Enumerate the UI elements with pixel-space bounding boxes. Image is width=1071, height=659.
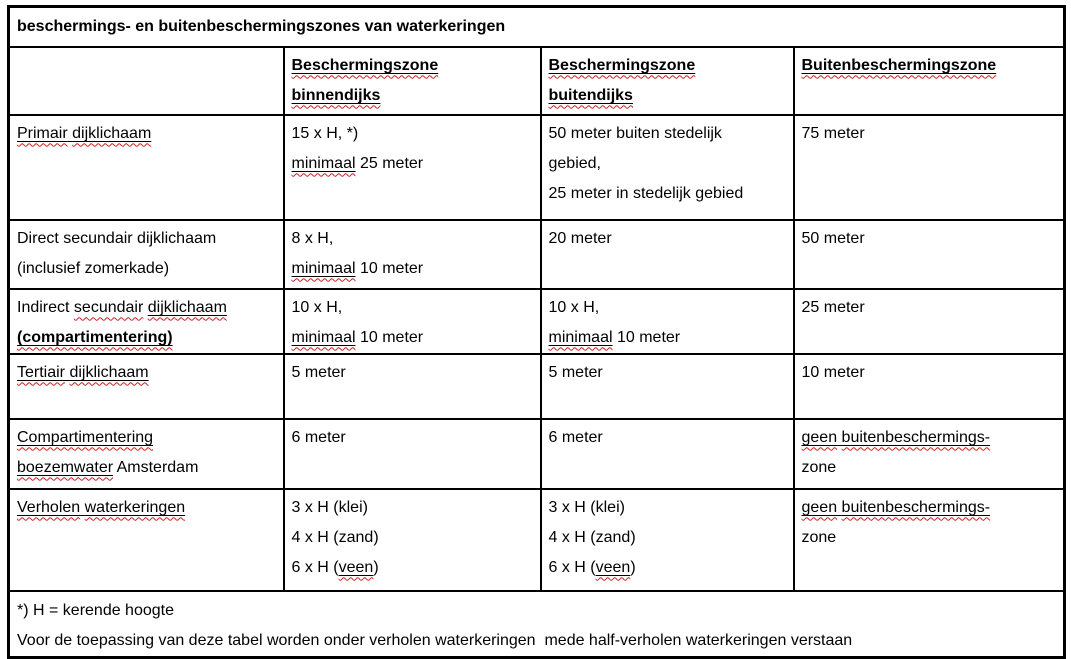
row-verholen-waterkeringen <box>9 489 1065 591</box>
row-tertiair <box>9 354 1065 419</box>
footnote-verholen-toelichting: Voor de toepassing van deze tabel worden onder verholen waterkeringen mede half-verholen waterkeringen verstaan <box>17 631 853 649</box>
cell-direct-binnendijks: 8 x H, minimaal 10 meter <box>284 220 541 289</box>
cell-verholen-buitendijks: 3 x H (klei) 4 x H (zand) 6 x H (veen) <box>541 489 794 591</box>
row-direct-secundair <box>9 220 1065 289</box>
header-buitenbeschermingszone <box>794 47 1065 115</box>
row-primair-dijklichaam <box>9 115 1065 220</box>
cell-tertiair-buitendijks: 5 meter <box>541 354 794 419</box>
header-label: Beschermingszone <box>548 56 696 74</box>
header-label: Buitenbeschermingszone <box>801 56 997 74</box>
cell-compartimentering-binnendijks: 6 meter <box>284 419 541 489</box>
cell-indirect-buitenzone: 25 meter <box>794 289 1065 354</box>
row-label-direct-secundair: Direct secundair dijklichaam (inclusief zomerkade) <box>9 220 284 289</box>
cell-primair-buitenzone: 75 meter <box>794 115 1065 220</box>
row-label-compartimentering: Compartimentering boezemwater Amsterdam <box>9 419 284 489</box>
header-label: buitendijks <box>548 86 633 104</box>
row-label-primair: Primair dijklichaam <box>9 115 284 220</box>
cell-direct-buitendijks: 20 meter <box>541 220 794 289</box>
row-label-tertiair: Tertiair dijklichaam <box>9 354 284 419</box>
cell-indirect-buitendijks: 10 x H, minimaal 10 meter <box>541 289 794 354</box>
header-empty-cell <box>9 47 284 115</box>
cell-primair-binnendijks: 15 x H, *) minimaal 25 meter <box>284 115 541 220</box>
cell-direct-buitenzone: 50 meter <box>794 220 1065 289</box>
cell-tertiair-binnendijks: 5 meter <box>284 354 541 419</box>
cell-compartimentering-buitenzone: geen buitenbeschermings- zone <box>794 419 1065 489</box>
cell-compartimentering-buitendijks: 6 meter <box>541 419 794 489</box>
row-label-indirect-secundair: Indirect secundair dijklichaam (compartimentering) <box>9 289 284 354</box>
cell-indirect-binnendijks: 10 x H, minimaal 10 meter <box>284 289 541 354</box>
footnotes-cell <box>9 591 1065 658</box>
header-beschermingszone-buitendijks <box>541 47 794 115</box>
cell-primair-buitendijks: 50 meter buiten stedelijk gebied, 25 meter in stedelijk gebied <box>541 115 794 220</box>
header-row <box>9 47 1065 115</box>
header-label: binnendijks <box>291 86 381 104</box>
row-compartimentering-boezemwater <box>9 419 1065 489</box>
footer-row <box>9 591 1065 658</box>
waterkeringen-zones-table <box>7 5 1066 659</box>
table-title: beschermings- en buitenbeschermingszones van waterkeringen <box>9 7 1065 47</box>
footnote-h-definition: *) H = kerende hoogte <box>17 601 174 619</box>
header-beschermingszone-binnendijks <box>284 47 541 115</box>
cell-tertiair-buitenzone: 10 meter <box>794 354 1065 419</box>
cell-verholen-binnendijks: 3 x H (klei) 4 x H (zand) 6 x H (veen) <box>284 489 541 591</box>
row-label-verholen: Verholen waterkeringen <box>9 489 284 591</box>
header-label: Beschermingszone <box>291 56 439 74</box>
cell-verholen-buitenzone: geen buitenbeschermings- zone <box>794 489 1065 591</box>
title-row <box>9 7 1065 47</box>
row-indirect-secundair <box>9 289 1065 354</box>
